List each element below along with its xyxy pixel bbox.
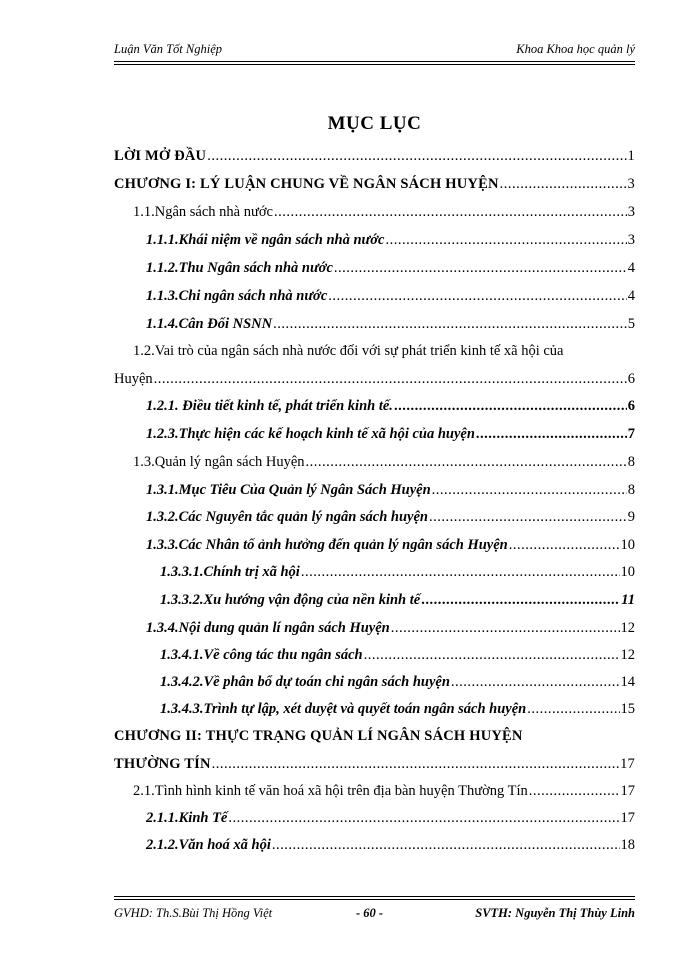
toc-page-number: 8	[627, 454, 635, 470]
toc-page-number: 8	[627, 482, 635, 498]
toc-entry-1-2-1[interactable]	[146, 396, 635, 416]
toc-entry-1-3-1[interactable]	[146, 480, 635, 500]
toc-leader-dots	[391, 618, 620, 638]
toc-leader-dots	[385, 230, 626, 250]
toc-page-number: 17	[620, 810, 635, 826]
toc-page-number: 3	[627, 232, 635, 248]
toc-page-number: 4	[627, 288, 635, 304]
toc-entry-1-3[interactable]	[133, 452, 635, 472]
toc-entry-title: 1.1.4.Cân Đối NSNN	[146, 316, 273, 332]
toc-page-number: 12	[620, 620, 635, 636]
toc-page-number: 3	[627, 204, 635, 220]
header-rule	[114, 61, 635, 62]
toc-title: MỤC LỤC	[327, 113, 422, 134]
toc-entry-1-2-line1[interactable]: 1.2.Vai trò của ngân sách nhà nước đối với sự phát triển kinh tế xã hội của	[133, 343, 564, 359]
toc-leader-dots	[421, 590, 620, 610]
toc-leader-dots	[432, 480, 627, 500]
toc-page-number: 9	[627, 509, 635, 525]
toc-entry-1-3-4[interactable]	[146, 618, 635, 638]
toc-entry-1-1-3[interactable]	[146, 286, 635, 306]
toc-leader-dots	[154, 369, 627, 389]
toc-entry-2-1[interactable]	[133, 781, 635, 801]
toc-entry-title: CHƯƠNG I: LÝ LUẬN CHUNG VỀ NGÂN SÁCH HUYỆN	[114, 176, 499, 192]
toc-leader-dots	[306, 452, 627, 472]
toc-entry-chapter-2[interactable]	[114, 754, 635, 774]
toc-page-number: 17	[620, 783, 635, 799]
toc-leader-dots	[212, 754, 619, 774]
toc-entry-1-1[interactable]	[133, 202, 635, 222]
toc-entry-title: 1.3.4.1.Về công tác thu ngân sách	[160, 647, 363, 663]
toc-leader-dots	[228, 808, 619, 828]
toc-page-number: 11	[621, 592, 635, 608]
toc-entry-chapter-1[interactable]	[114, 174, 635, 194]
toc-entry-title: Huyện	[114, 371, 153, 387]
toc-entry-1-3-3-2[interactable]	[160, 590, 635, 610]
toc-entry-title: 1.3.1.Mục Tiêu Của Quản lý Ngân Sách Huyện	[146, 482, 431, 498]
toc-leader-dots	[364, 645, 620, 665]
toc-entry-1-3-3[interactable]	[146, 535, 635, 555]
toc-entry-title: 1.3.3.1.Chính trị xã hội	[160, 564, 300, 580]
header-right-text: Khoa Khoa học quản lý	[516, 42, 635, 56]
footer-page-number: - 60 -	[356, 906, 384, 920]
toc-entry-2-1-1[interactable]	[146, 808, 635, 828]
toc-entry-1-3-2[interactable]	[146, 507, 635, 527]
toc-leader-dots	[272, 835, 620, 855]
footer-rule	[114, 899, 635, 900]
header-rule-thin	[114, 64, 635, 65]
footer-student: SVTH: Nguyễn Thị Thùy Linh	[475, 906, 635, 920]
toc-leader-dots	[509, 535, 620, 555]
page-footer	[114, 903, 635, 925]
toc-entry-title: 2.1.2.Văn hoá xã hội	[146, 837, 271, 853]
toc-page-number: 7	[627, 426, 635, 442]
toc-entry-1-1-2[interactable]	[146, 258, 635, 278]
toc-page-number: 10	[620, 537, 635, 553]
header-left-text: Luận Văn Tốt Nghiệp	[114, 42, 222, 56]
footer-advisor: GVHD: Th.S.Bùi Thị Hồng Việt	[114, 906, 273, 920]
toc-page-number: 3	[627, 176, 635, 192]
toc-entry-title: 1.3.4.2.Về phân bổ dự toán chi ngân sách huyện	[160, 674, 450, 690]
toc-entry-title: THƯỜNG TÍN	[114, 756, 211, 772]
toc-page-number: 10	[620, 564, 635, 580]
toc-entry-1-3-4-3[interactable]	[160, 699, 635, 719]
toc-leader-dots	[273, 314, 627, 334]
toc-page-number: 18	[620, 837, 635, 853]
toc-leader-dots	[476, 424, 627, 444]
toc-entry-title: 1.3.2.Các Nguyên tắc quản lý ngân sách huyện	[146, 509, 428, 525]
footer-rule-thin	[114, 896, 635, 897]
toc-entry-1-1-1[interactable]	[146, 230, 635, 250]
toc-entry-intro[interactable]	[114, 146, 635, 166]
toc-page-number: 5	[627, 316, 635, 332]
toc-leader-dots	[334, 258, 627, 278]
toc-entry-1-2[interactable]	[114, 369, 635, 389]
toc-leader-dots	[394, 396, 627, 416]
toc-entry-chapter-2-line1[interactable]: CHƯƠNG II: THỰC TRẠNG QUẢN LÍ NGÂN SÁCH HUYỆN	[114, 728, 523, 744]
toc-entry-title: 1.1.Ngân sách nhà nước	[133, 204, 273, 220]
toc-entry-title: LỜI MỞ ĐẦU	[114, 148, 207, 164]
toc-leader-dots	[500, 174, 627, 194]
toc-page-number: 12	[620, 647, 635, 663]
toc-entry-2-1-2[interactable]	[146, 835, 635, 855]
toc-page-number: 17	[620, 756, 635, 772]
toc-entry-title: 2.1.1.Kinh Tế	[146, 810, 228, 826]
toc-entry-1-3-4-1[interactable]	[160, 645, 635, 665]
toc-entry-title: 1.3.4.Nội dung quản lí ngân sách Huyện	[146, 620, 390, 636]
toc-entry-title: 2.1.Tình hình kinh tế văn hoá xã hội trên địa bàn huyện Thường Tín	[133, 783, 528, 799]
toc-entry-1-3-3-1[interactable]	[160, 562, 635, 582]
toc-entry-1-2-3[interactable]	[146, 424, 635, 444]
toc-leader-dots	[451, 672, 620, 692]
toc-page-number: 15	[620, 701, 635, 717]
toc-leader-dots	[207, 146, 626, 166]
toc-leader-dots	[301, 562, 620, 582]
toc-entry-title: 1.1.2.Thu Ngân sách nhà nước	[146, 260, 333, 276]
toc-leader-dots	[527, 699, 619, 719]
toc-page-number: 6	[627, 371, 635, 387]
toc-entry-1-1-4[interactable]	[146, 314, 635, 334]
toc-entry-title: 1.1.3.Chi ngân sách nhà nước	[146, 288, 328, 304]
toc-entry-1-3-4-2[interactable]	[160, 672, 635, 692]
toc-page-number: 14	[620, 674, 635, 690]
toc-leader-dots	[529, 781, 620, 801]
toc-entry-title: 1.3.3.2.Xu hướng vận động của nền kinh tế	[160, 592, 421, 608]
toc-entry-title: 1.2.3.Thực hiện các kế hoạch kinh tế xã hội của huyện	[146, 426, 475, 442]
toc-entry-title: 1.3.4.3.Trình tự lập, xét duyệt và quyết toán ngân sách huyện	[160, 701, 527, 717]
toc-entry-title: 1.1.1.Khái niệm về ngân sách nhà nước	[146, 232, 385, 248]
toc-entry-title: 1.3.Quản lý ngân sách Huyện	[133, 454, 305, 470]
toc-leader-dots	[429, 507, 627, 527]
toc-page-number: 4	[627, 260, 635, 276]
toc-entry-title: 1.3.3.Các Nhân tố ảnh hưởng đến quản lý ngân sách Huyện	[146, 537, 508, 553]
toc-page-number: 6	[627, 398, 635, 414]
toc-leader-dots	[274, 202, 627, 222]
toc-leader-dots	[328, 286, 626, 306]
toc-entry-title: 1.2.1. Điều tiết kinh tế, phát triển kinh tế.	[146, 398, 393, 414]
toc-page-number: 1	[627, 148, 635, 164]
